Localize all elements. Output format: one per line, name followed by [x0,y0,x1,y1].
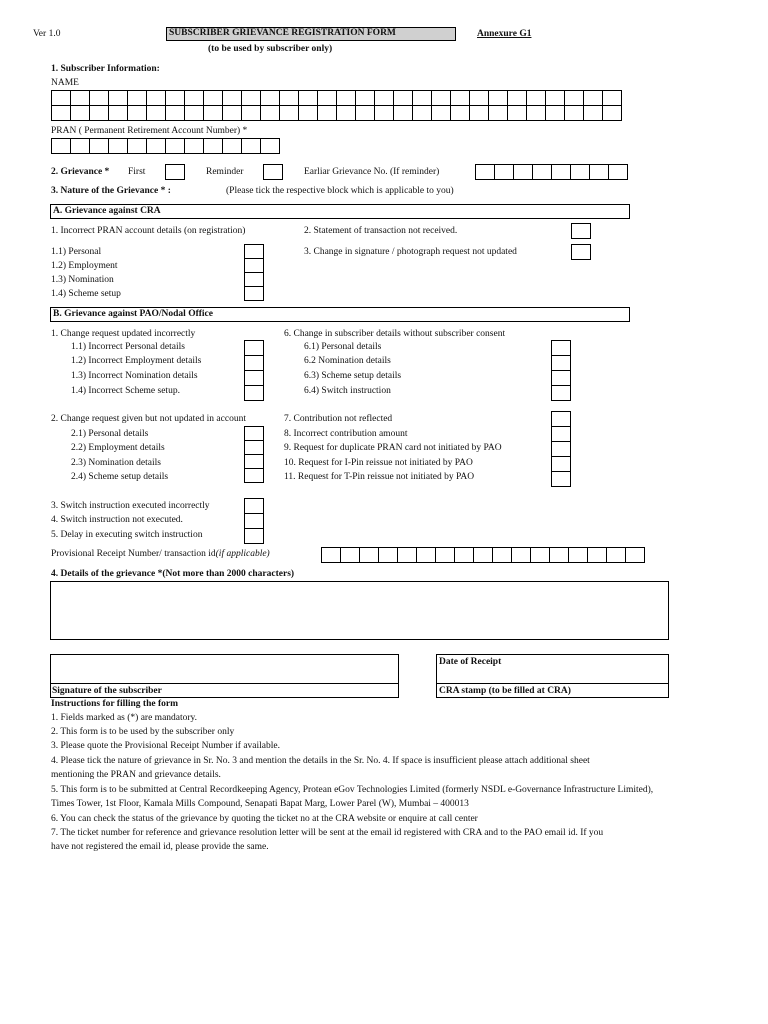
cra-item-1: 1. Incorrect PRAN account details (on registration) [51,226,246,236]
char-box[interactable] [606,547,626,563]
char-box[interactable] [412,90,432,106]
char-box[interactable] [412,105,432,121]
instruction-line: 5. This form is to be submitted at Central Recordkeeping Agency, Protean eGov Technologies Limited (formerly NSDL e-Governance Infrastructure Limited), [51,785,654,795]
char-box[interactable] [545,90,565,106]
checkbox[interactable] [551,471,571,487]
char-box[interactable] [454,547,474,563]
checkbox[interactable] [244,340,264,356]
char-box[interactable] [127,138,147,154]
char-box[interactable] [583,105,603,121]
instruction-line: 6. You can check the status of the grievance by quoting the ticket no at the CRA website or enquire at call center [51,814,478,824]
checkbox[interactable] [244,286,264,301]
char-box[interactable] [184,90,204,106]
pao-item-7: 7. Contribution not reflected [284,414,393,424]
char-box[interactable] [165,138,185,154]
pao-item-3: 3. Switch instruction executed incorrectly [51,501,210,511]
char-box[interactable] [397,547,417,563]
pao-item-1: 1. Change request updated incorrectly [51,329,196,339]
instruction-line: 4. Please tick the nature of grievance in Sr. No. 3 and mention the details in the Sr. No. 4. If space is insufficient please attach additional sheet [51,756,590,766]
char-box[interactable] [545,105,565,121]
char-box[interactable] [551,164,571,180]
char-box[interactable] [359,547,379,563]
char-box[interactable] [393,90,413,106]
char-box[interactable] [260,105,280,121]
receipt-label [51,549,270,560]
earlier-grievance-grid[interactable] [475,164,628,180]
cra-item-2: 2. Statement of transaction not received. [304,226,458,236]
char-box[interactable] [416,547,436,563]
pao-item-1-1: 1.1) Incorrect Personal details [71,342,185,352]
pao-item-5: 5. Delay in executing switch instruction [51,530,203,540]
char-box[interactable] [279,90,299,106]
char-box[interactable] [203,105,223,121]
subscriber-info-heading: 1. Subscriber Information: [51,64,160,74]
char-box[interactable] [355,90,375,106]
char-box[interactable] [279,105,299,121]
char-box[interactable] [340,547,360,563]
pao-item-2-checkboxes[interactable] [244,426,264,483]
grievance-type-heading: 2. Grievance * [51,167,110,177]
char-box[interactable] [431,90,451,106]
form-subtitle: (to be used by subscriber only) [208,44,333,54]
cra-item-1-checkboxes[interactable] [244,244,264,301]
first-checkbox[interactable] [165,164,185,180]
char-box[interactable] [222,105,242,121]
char-box[interactable] [507,105,527,121]
form-title: SUBSCRIBER GRIEVANCE REGISTRATION FORM [166,27,456,41]
char-box[interactable] [184,138,204,154]
char-box-row[interactable] [51,105,622,121]
instruction-line: 7. The ticket number for reference and grievance resolution letter will be sent at the email id registered with CRA and to the PAO email id. If you [51,828,604,838]
char-box[interactable] [70,105,90,121]
char-box[interactable] [511,547,531,563]
char-box[interactable] [203,138,223,154]
char-box[interactable] [492,547,512,563]
pao-item-3-5-checkboxes[interactable] [244,498,264,544]
char-box[interactable] [431,105,451,121]
char-box[interactable] [127,90,147,106]
checkbox[interactable] [551,370,571,386]
pao-item-2-2: 2.2) Employment details [71,443,165,453]
signature-divider [50,683,399,684]
instruction-line: Times Tower, 1st Floor, Kamala Mills Compound, Senapati Bapat Marg, Lower Parel (W), Mumbai – 400013 [51,799,469,809]
char-box[interactable] [241,138,261,154]
char-box[interactable] [89,90,109,106]
nature-note: (Please tick the respective block which is applicable to you) [226,186,454,196]
char-box[interactable] [241,105,261,121]
pao-item-6-checkboxes[interactable] [551,340,571,401]
char-box[interactable] [507,90,527,106]
date-of-receipt-label: Date of Receipt [439,657,502,667]
version-label: Ver 1.0 [33,29,61,39]
char-box[interactable] [260,138,280,154]
cra-item-1-2: 1.2) Employment [51,261,118,271]
char-box[interactable] [241,90,261,106]
char-box[interactable] [587,547,607,563]
pao-item-9: 9. Request for duplicate PRAN card not initiated by PAO [284,443,502,453]
char-box[interactable] [589,164,609,180]
char-box[interactable] [374,90,394,106]
char-box[interactable] [374,105,394,121]
checkbox[interactable] [244,454,264,469]
pao-item-1-2: 1.2) Incorrect Employment details [71,356,202,366]
checkbox[interactable] [551,385,571,401]
char-box[interactable] [494,164,514,180]
pao-item-2: 2. Change request given but not updated in account [51,414,246,424]
pao-item-8: 8. Incorrect contribution amount [284,429,408,439]
char-box[interactable] [317,105,337,121]
char-box[interactable] [564,105,584,121]
char-box[interactable] [355,105,375,121]
pao-item-6-2: 6.2 Nomination details [304,356,391,366]
checkbox[interactable] [551,411,571,427]
char-box[interactable] [321,547,341,563]
char-box[interactable] [435,547,455,563]
char-box[interactable] [336,90,356,106]
char-box[interactable] [203,90,223,106]
char-box[interactable] [70,90,90,106]
section-a-header [50,204,630,219]
char-box[interactable] [475,164,495,180]
checkbox[interactable] [244,355,264,371]
char-box[interactable] [568,547,588,563]
earlier-grievance-label: Earliar Grievance No. (If reminder) [304,167,440,177]
char-box[interactable] [108,105,128,121]
checkbox[interactable] [244,272,264,287]
reminder-label: Reminder [206,167,244,177]
checkbox[interactable] [244,468,264,483]
char-box[interactable] [469,105,489,121]
char-box[interactable] [625,547,645,563]
checkbox[interactable] [244,440,264,455]
char-box[interactable] [526,90,546,106]
char-box[interactable] [526,105,546,121]
char-box[interactable] [530,547,550,563]
details-heading: 4. Details of the grievance *(Not more than 2000 characters) [51,569,295,579]
cra-item-1-4: 1.4) Scheme setup [51,289,121,299]
first-label: First [128,167,146,177]
checkbox[interactable] [551,456,571,472]
receipt-label-text: Provisional Receipt Number/ transaction id [51,549,216,559]
char-box[interactable] [602,90,622,106]
pao-item-6-4: 6.4) Switch instruction [304,386,391,396]
name-label: NAME [51,78,79,88]
cra-item-2-checkbox[interactable] [571,223,591,239]
char-box[interactable] [89,138,109,154]
char-box[interactable] [165,105,185,121]
checkbox[interactable] [244,426,264,441]
char-box[interactable] [165,90,185,106]
pran-label: PRAN ( Permanent Retirement Account Number) * [51,126,248,136]
checkbox[interactable] [551,426,571,442]
char-box[interactable] [146,90,166,106]
char-box[interactable] [146,138,166,154]
char-box[interactable] [473,547,493,563]
char-box[interactable] [222,90,242,106]
pao-item-6: 6. Change in subscriber details without subscriber consent [284,329,506,339]
instructions-heading: Instructions for filling the form [51,699,179,709]
char-box[interactable] [298,90,318,106]
receipt-label-note: (if applicable) [215,549,270,559]
checkbox[interactable] [244,498,264,514]
checkbox[interactable] [244,528,264,544]
char-box[interactable] [222,138,242,154]
char-box[interactable] [549,547,569,563]
pao-item-6-3: 6.3) Scheme setup details [304,371,402,381]
pao-item-2-3: 2.3) Nomination details [71,458,161,468]
grievance-details-textarea[interactable] [50,581,669,640]
char-box[interactable] [532,164,552,180]
char-box[interactable] [378,547,398,563]
char-box[interactable] [146,105,166,121]
checkbox[interactable] [244,370,264,386]
checkbox[interactable] [244,513,264,529]
instruction-line: mentioning the PRAN and grievance details. [51,770,221,780]
char-box[interactable] [51,90,71,106]
cra-item-1-3: 1.3) Nomination [51,275,114,285]
char-box[interactable] [488,90,508,106]
char-box[interactable] [469,90,489,106]
char-box[interactable] [298,105,318,121]
pao-item-10: 10. Request for I-Pin reissue not initiated by PAO [284,458,473,468]
checkbox[interactable] [551,355,571,371]
char-box[interactable] [602,105,622,121]
checkbox[interactable] [551,340,571,356]
char-box[interactable] [336,105,356,121]
char-box[interactable] [260,90,280,106]
pao-item-1-4: 1.4) Incorrect Scheme setup. [71,386,180,396]
checkbox[interactable] [551,441,571,457]
pao-item-4: 4. Switch instruction not executed. [51,515,183,525]
char-box[interactable] [317,90,337,106]
char-box[interactable] [450,90,470,106]
cra-item-1-1: 1.1) Personal [51,247,102,257]
signature-label: Signature of the subscriber [52,686,162,696]
char-box[interactable] [608,164,628,180]
pao-item-1-3: 1.3) Incorrect Nomination details [71,371,198,381]
cra-receipt-divider [436,683,669,684]
pao-item-7-11-checkboxes[interactable] [551,411,571,487]
char-box[interactable] [51,105,71,121]
pao-item-11: 11. Request for T-Pin reissue not initiated by PAO [284,472,475,482]
cra-item-3: 3. Change in signature / photograph request not updated [304,247,517,257]
receipt-number-grid[interactable] [321,547,645,563]
pao-item-2-1: 2.1) Personal details [71,429,149,439]
char-box[interactable] [564,90,584,106]
checkbox[interactable] [244,385,264,401]
char-box[interactable] [393,105,413,121]
nature-heading: 3. Nature of the Grievance * : [51,186,171,196]
char-box[interactable] [450,105,470,121]
instruction-line: 2. This form is to be used by the subscriber only [51,727,235,737]
reminder-checkbox[interactable] [263,164,283,180]
char-box[interactable] [70,138,90,154]
checkbox[interactable] [244,258,264,273]
pao-item-1-checkboxes[interactable] [244,340,264,401]
char-box[interactable] [184,105,204,121]
instruction-line: have not registered the email id, please provide the same. [51,842,269,852]
char-box[interactable] [570,164,590,180]
char-box[interactable] [488,105,508,121]
char-box[interactable] [108,138,128,154]
cra-item-3-checkbox[interactable] [571,244,591,260]
section-b-title: B. Grievance against PAO/Nodal Office [53,309,213,319]
char-box[interactable] [51,138,71,154]
annexure-label: Annexure G1 [477,29,532,39]
char-box[interactable] [127,105,147,121]
char-box[interactable] [108,90,128,106]
pao-item-6-1: 6.1) Personal details [304,342,382,352]
instruction-line: 1. Fields marked as (*) are mandatory. [51,713,198,723]
char-box[interactable] [513,164,533,180]
pao-item-2-4: 2.4) Scheme setup details [71,472,169,482]
pran-input-grid[interactable] [51,138,280,154]
cra-stamp-label: CRA stamp (to be filled at CRA) [439,686,571,696]
char-box-row[interactable] [51,90,622,106]
instruction-line: 3. Please quote the Provisional Receipt Number if available. [51,741,280,751]
section-a-title: A. Grievance against CRA [53,206,161,216]
checkbox[interactable] [244,244,264,259]
char-box[interactable] [583,90,603,106]
char-box[interactable] [89,105,109,121]
section-b-header [50,307,630,322]
